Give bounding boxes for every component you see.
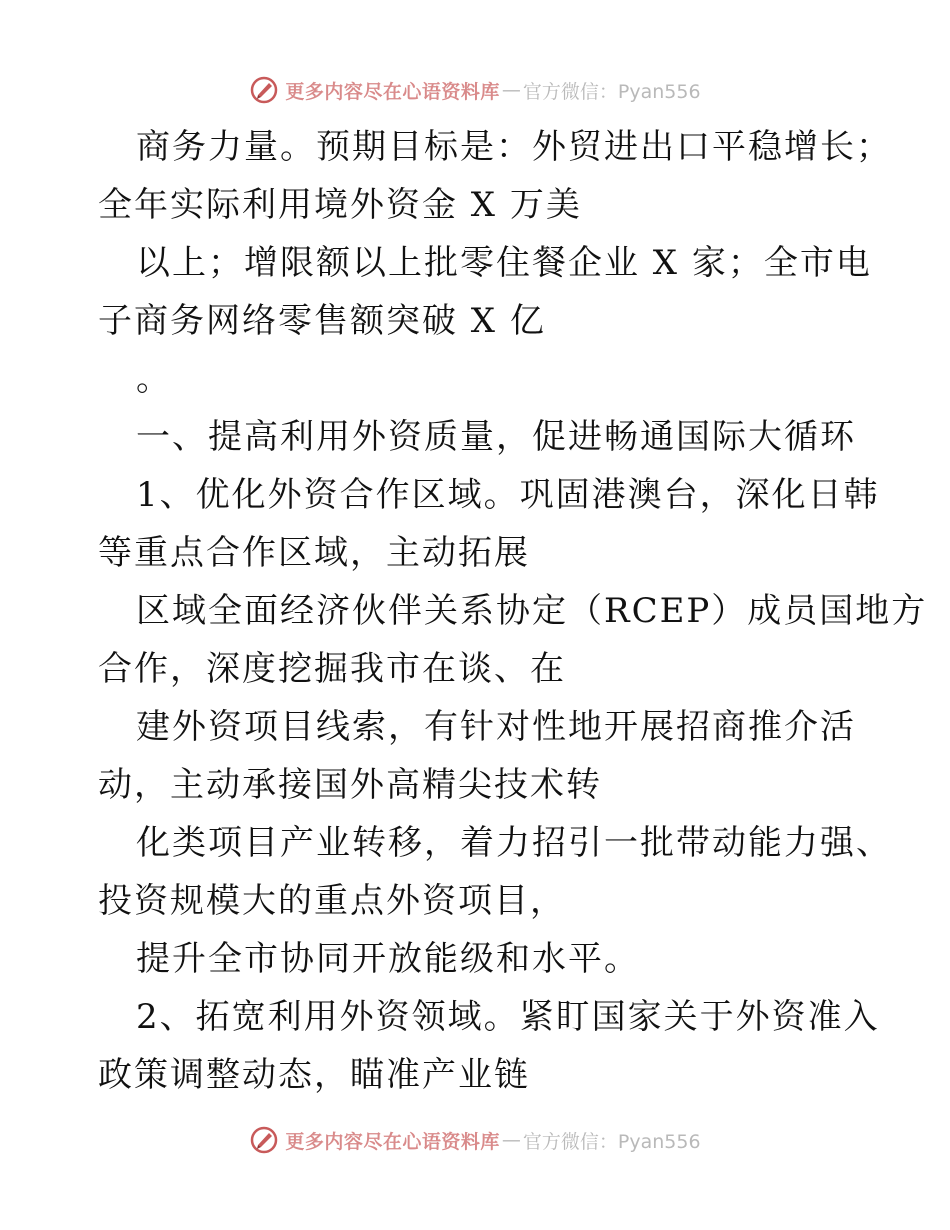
- document-body: [98, 118, 928, 1104]
- footer-contact-text: 官方微信：Pyan556: [522, 1130, 701, 1153]
- paragraph-line: 全年实际利用境外资金 X 万美: [98, 185, 582, 225]
- paragraph-line: 等重点合作区域，主动拓展: [98, 533, 530, 573]
- paragraph-line: 建外资项目线索，有针对性地开展招商推介活: [136, 707, 856, 747]
- paragraph-line: 区域全面经济伙伴关系协定（RCEP）成员国地方: [136, 591, 928, 631]
- footer-separator: —: [501, 1129, 521, 1151]
- header-promo-text: 更多内容尽在心语资料库: [285, 80, 500, 103]
- section-heading: 一、提高利用外资质量，促进畅通国际大循环: [136, 417, 856, 457]
- paragraph-line: 1、优化外资合作区域。巩固港澳台，深化日韩: [136, 475, 880, 515]
- pen-logo-icon: [249, 75, 279, 105]
- paragraph-line: 子商务网络零售额突破 X 亿: [98, 301, 546, 341]
- paragraph-line: 投资规模大的重点外资项目，: [98, 881, 566, 921]
- header-separator: —: [501, 79, 521, 101]
- pen-logo-icon: [249, 1125, 279, 1155]
- footer-banner: [0, 1120, 950, 1160]
- paragraph-line: 2、拓宽利用外资领域。紧盯国家关于外资准入: [136, 997, 880, 1037]
- paragraph-line: 商务力量。预期目标是：外贸进出口平稳增长；: [136, 127, 892, 167]
- paragraph-line: 化类项目产业转移，着力招引一批带动能力强、: [136, 823, 892, 863]
- paragraph-line: 。: [136, 359, 172, 399]
- footer-promo-text: 更多内容尽在心语资料库: [285, 1130, 500, 1153]
- paragraph-line: 政策调整动态，瞄准产业链: [98, 1055, 530, 1095]
- paragraph-line: 以上；增限额以上批零住餐企业 X 家；全市电: [136, 243, 872, 283]
- header-contact-text: 官方微信：Pyan556: [522, 80, 701, 103]
- header-banner: [0, 70, 950, 110]
- paragraph-line: 动，主动承接国外高精尖技术转: [98, 765, 602, 805]
- paragraph-line: 合作，深度挖掘我市在谈、在: [98, 649, 566, 689]
- paragraph-line: 提升全市协同开放能级和水平。: [136, 939, 640, 979]
